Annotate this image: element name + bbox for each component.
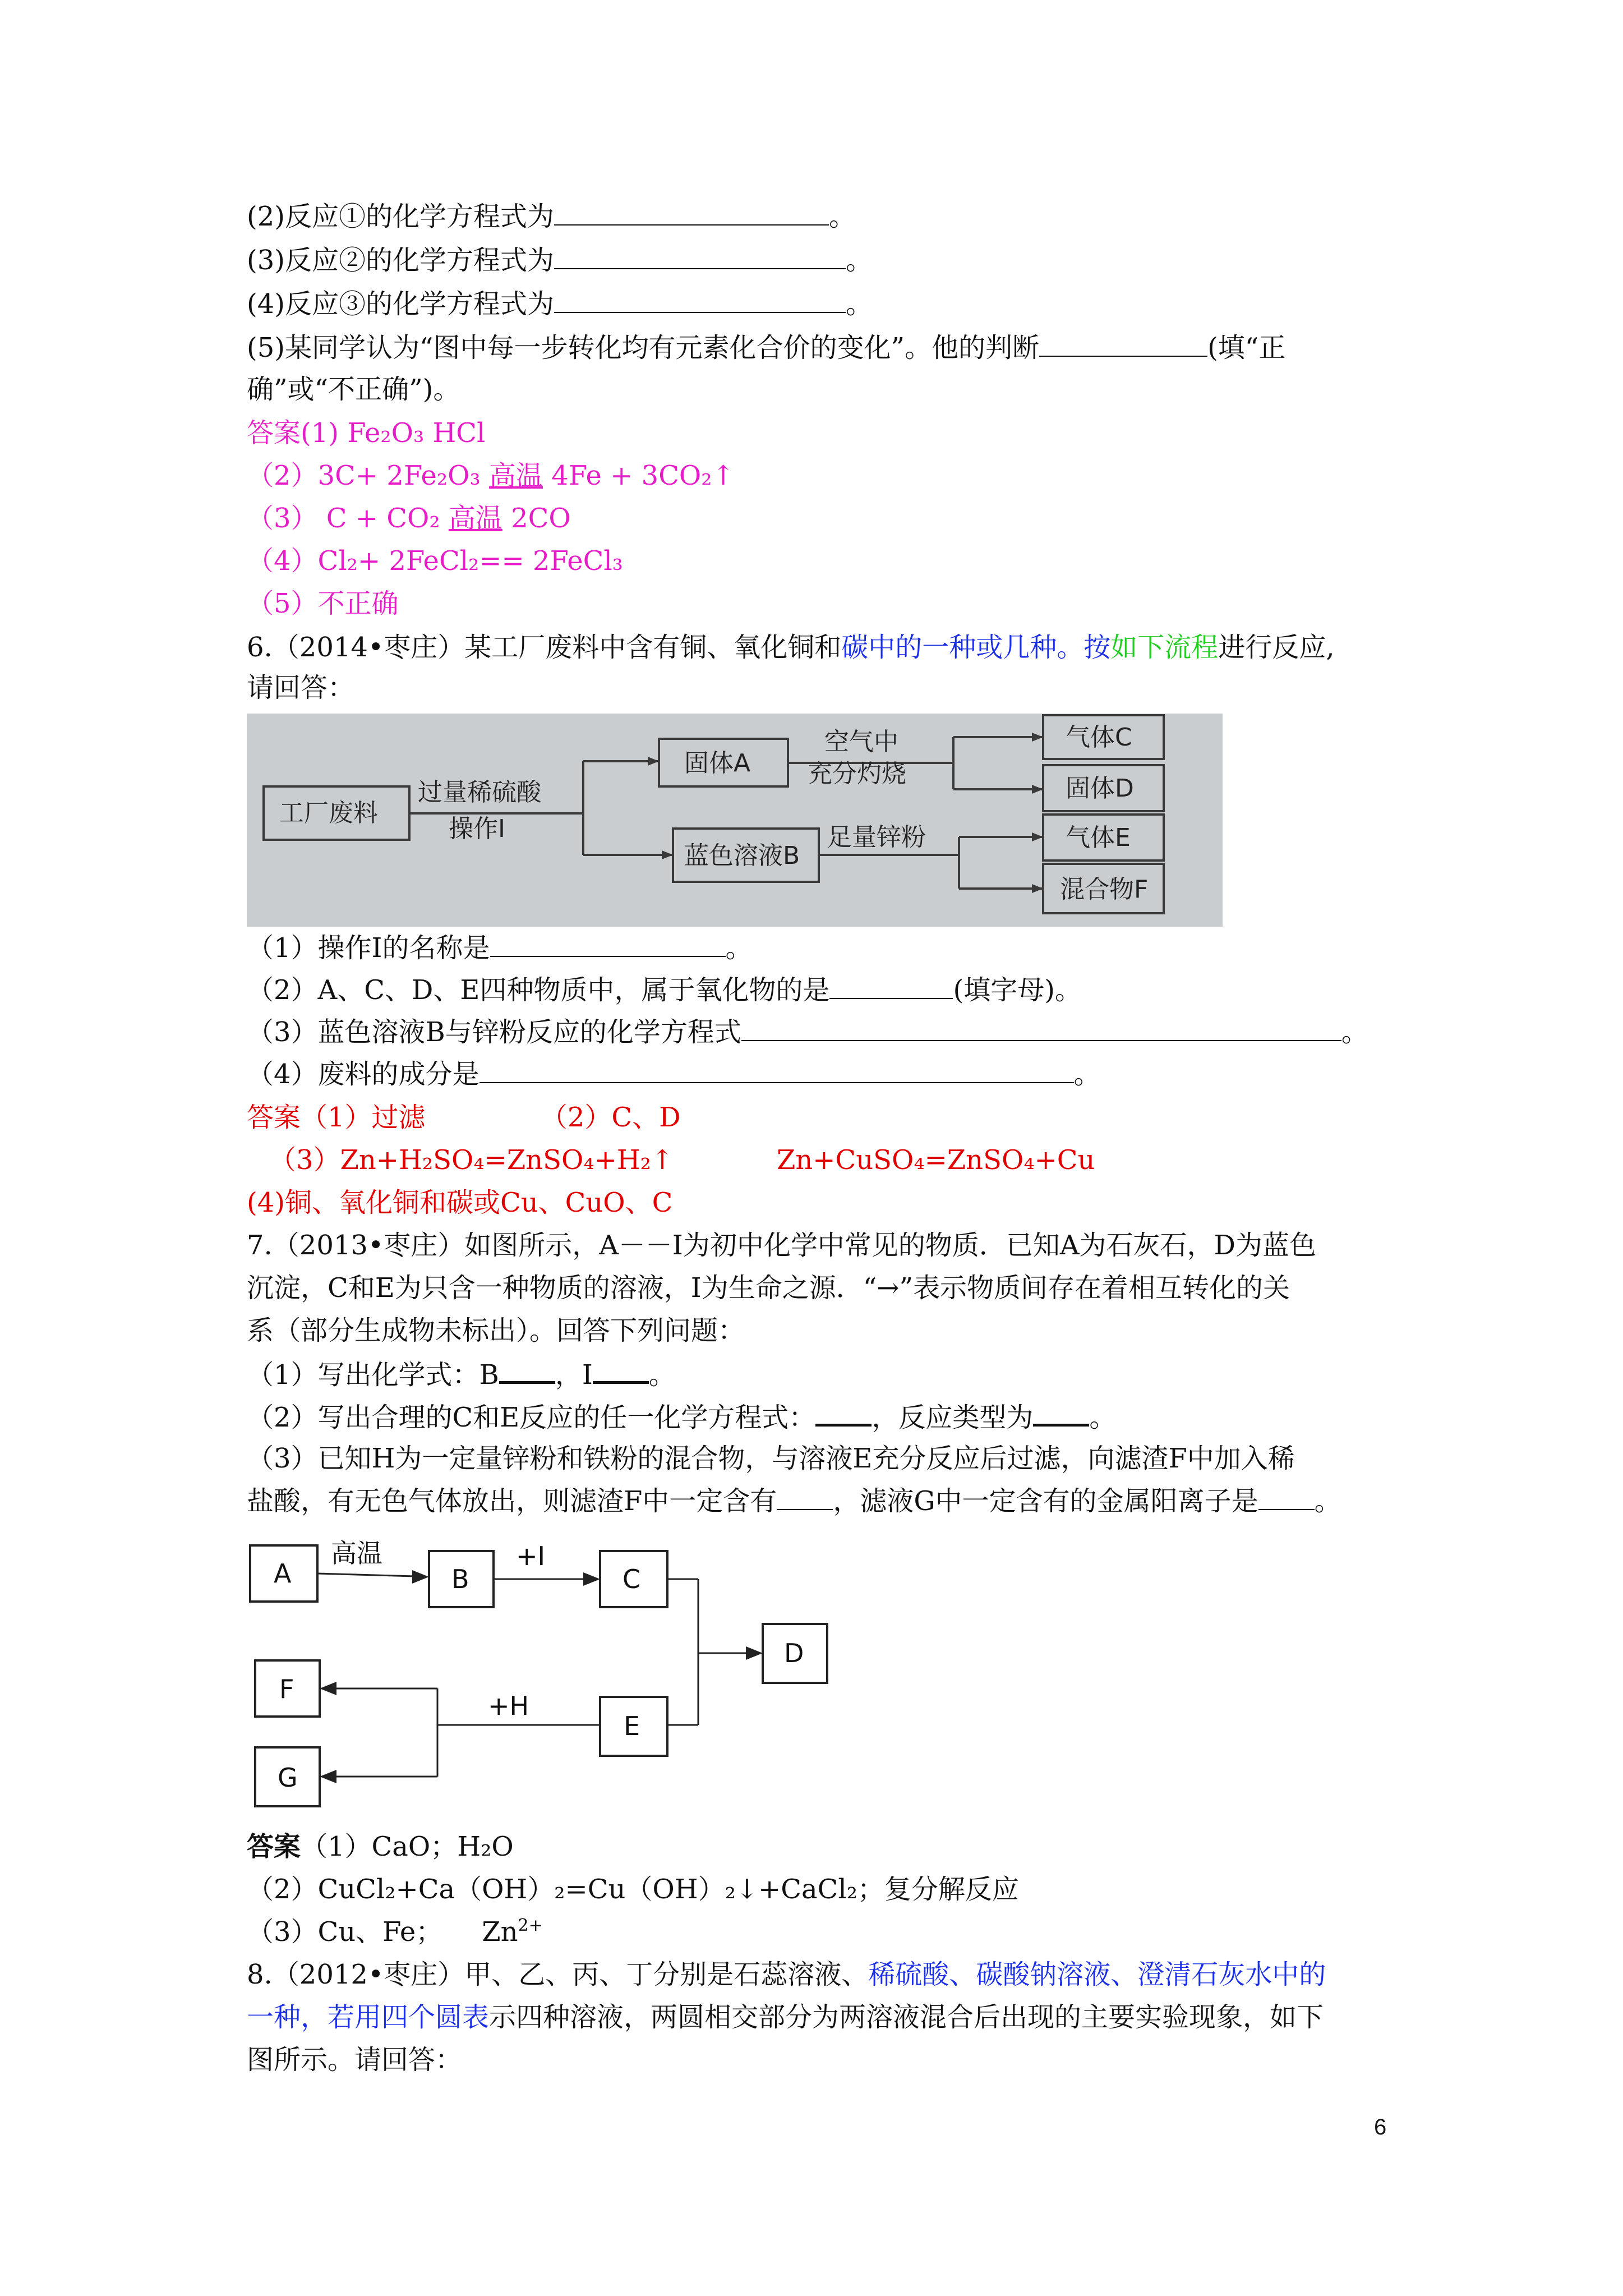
q7-sub1: （1）写出化学式：B ，I 。 [247,1356,676,1392]
label-gas-c: 气体C [1066,723,1132,752]
node-a: A [274,1558,292,1589]
q7-stem-line1: 7.（2013•枣庄）如图所示，A－－I为初中化学中常见的物质．已知A为石灰石，D为蓝色 [247,1230,1317,1261]
answer-blank[interactable] [490,931,726,957]
label-solid-d: 固体D [1066,774,1134,803]
page-number: 6 [1374,2115,1387,2139]
q7-sub2: （2）写出合理的C和E反应的任一化学方程式： ，反应类型为 。 [247,1399,1116,1434]
flowchart-photo [247,714,1223,927]
q6-sub2: （2）A、C、D、E四种物质中，属于氧化物的是 (填字母)。 [247,974,1082,1006]
conversion-diagram [247,1534,892,1815]
q5-sub4: (4)反应③的化学方程式为 。 [247,288,873,320]
answer-blank[interactable] [1033,1399,1089,1427]
q7-answer-1: 答案（1）CaO；H₂O [247,1831,514,1862]
label-cond-zinc: 足量锌粉 [827,823,926,852]
q5-answer-4: （4）Cl₂+ 2FeCl₂== 2FeCl₃ [247,545,623,577]
label-cond-air: 空气中 [824,728,898,756]
cond-plus-h: +H [488,1691,529,1721]
label-waste: 工厂废料 [279,799,378,827]
answer-blank[interactable] [1258,1484,1315,1510]
q5-answer-1: 答案(1) Fe₂O₃ HCl [247,417,486,449]
q7-stem-line3: 系（部分生成物未标出）。回答下列问题： [247,1315,745,1346]
q7-sub3-line1: （3）已知H为一定量锌粉和铁粉的混合物，与溶液E充分反应后过滤，向滤渣F中加入稀 [247,1443,1295,1474]
q6-sub4: （4）废料的成分是 。 [247,1059,1101,1090]
node-e: E [624,1711,640,1741]
q5-answer-2: （2）3C+ 2Fe₂O₃ 高温 4Fe + 3CO₂↑ [247,460,735,491]
q6-sub3: （3）蓝色溶液B与锌粉反应的化学方程式 。 [247,1016,1368,1048]
q6-stem-line1: 6.（2014•枣庄）某工厂废料中含有铜、氧化铜和碳中的一种或几种。按如下流程进行反应, [247,632,1335,663]
q7-answer-2: （2）CuCl₂+Ca（OH）₂=Cu（OH）₂↓+CaCl₂；复分解反应 [247,1874,1019,1905]
q8-stem-line2: 一种，若用四个圆表示四种溶液，两圆相交部分为两溶液混合后出现的主要实验现象，如下 [247,2001,1324,2033]
label-solution-b: 蓝色溶液B [684,841,800,870]
q6-stem-line2: 请回答： [247,672,355,703]
node-g: G [278,1763,298,1793]
label-gas-e: 气体E [1066,823,1131,852]
answer-blank[interactable] [593,1356,649,1384]
answer-blank[interactable] [815,1399,872,1427]
q5-sub3: (3)反应②的化学方程式为 。 [247,245,873,276]
q5-sub5-line2: 确”或“不正确”)。 [247,374,460,405]
label-mix-f: 混合物F [1060,875,1149,904]
node-c: C [623,1564,641,1594]
label-reagent: 过量稀硫酸 [418,778,541,807]
label-cond-burn: 充分灼烧 [808,760,906,788]
q8-stem-line3: 图所示。请回答： [247,2044,463,2076]
cond-plus-i: +I [516,1541,546,1571]
q5-answer-5: （5）不正确 [247,588,399,619]
answer-blank[interactable] [499,1356,555,1384]
q7-stem-line2: 沉淀，C和E为只含一种物质的溶液，I为生命之源．“→”表示物质间存在着相互转化的关 [247,1272,1290,1304]
label-solid-a: 固体A [684,749,751,777]
cond-high-temp: 高温 [331,1538,382,1568]
answer-blank[interactable] [1039,331,1207,357]
q6-sub1: （1）操作Ⅰ的名称是 。 [247,932,753,964]
q5-answer-3: （3） C + CO₂ 高温 2CO [247,503,571,534]
answer-blank[interactable] [554,287,846,313]
q7-sub3-line2: 盐酸，有无色气体放出，则滤渣F中一定含有 ，滤液G中一定含有的金属阳离子是 。 [247,1485,1341,1517]
answer-blank[interactable] [741,1015,1341,1041]
q8-stem-line1: 8.（2012•枣庄）甲、乙、丙、丁分别是石蕊溶液、稀硫酸、碳酸钠溶液、澄清石灰水中的 [247,1959,1326,1990]
answer-blank[interactable] [777,1484,833,1510]
answer-blank[interactable] [554,200,829,226]
label-operation: 操作I [449,815,505,843]
q6-answer-3b: Zn+CuSO₄=ZnSO₄+Cu [777,1144,1095,1176]
q5-sub2: (2)反应①的化学方程式为 。 [247,201,856,232]
q6-answer-4: (4)铜、氧化铜和碳或Cu、CuO、C [247,1187,673,1218]
node-f: F [279,1674,294,1704]
node-d: D [784,1638,804,1668]
answer-blank[interactable] [554,243,846,269]
q5-sub5-line1: (5)某同学认为“图中每一步转化均有元素化合价的变化”。他的判断 (填“正 [247,332,1286,364]
answer-blank[interactable] [479,1057,1074,1083]
node-b: B [451,1564,469,1594]
answer-blank[interactable] [829,973,953,999]
q6-answer-1: 答案（1）过滤 （2）C、D [247,1102,681,1133]
q7-answer-3: （3）Cu、Fe； $Zn^{2+}$ [247,1916,543,1948]
q6-answer-3: （3）Zn+H₂SO₄=ZnSO₄+H₂↑ [269,1144,674,1176]
